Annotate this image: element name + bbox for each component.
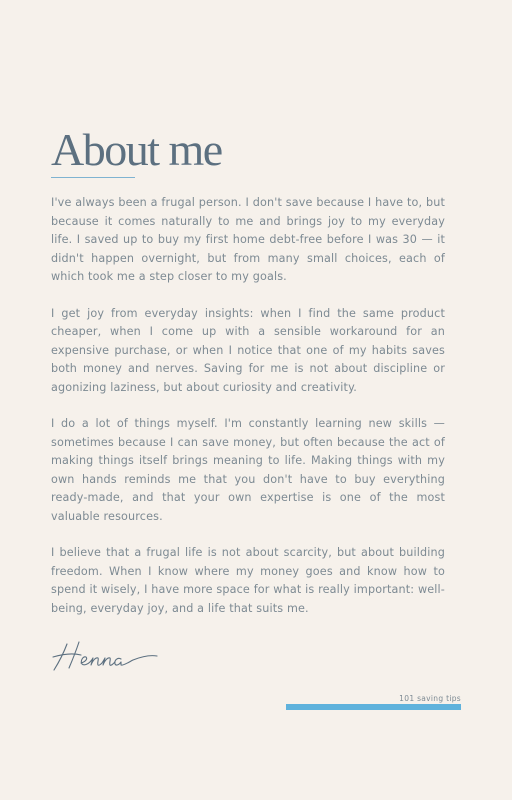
handwritten-signature [51,636,163,676]
paragraph: I do a lot of things myself. I'm constantly learning new skills — sometimes because I can save money, but often because the act of making things itself brings meaning to life. Making things with my own hands reminds me that you don't have to buy everything ready-made, and that your own expertise is one of the most valuable resources. [51,417,445,523]
paragraph: I've always been a frugal person. I don't save because I have to, but because it comes naturally to me and brings joy to my everyday life. I saved up to buy my first home debt-free before I was 30 — it didn't happen overnight, but from many small choices, each of which took me a step closer to my goals. [51,196,445,283]
paragraph: I get joy from everyday insights: when I find the same product cheaper, when I come up with a sensible workaround for an expensive purchase, or when I notice that one of my habits saves both money and nerves. Saving for me is not about discipline or agonizing laziness, but about curiosity and creativity. [51,306,445,394]
paragraph: I believe that a frugal life is not about scarcity, but about building freedom. When I know where my money goes and know how to spend it wisely, I have more space for what is really important: well-being, everyday joy, and a life that suits me. [51,546,445,615]
body-text [51,194,445,636]
footer-label: 101 saving tips [399,694,461,703]
page-title: About me [51,124,222,175]
title-underline [51,177,135,178]
footer-accent-bar [286,704,461,710]
page [51,0,461,800]
